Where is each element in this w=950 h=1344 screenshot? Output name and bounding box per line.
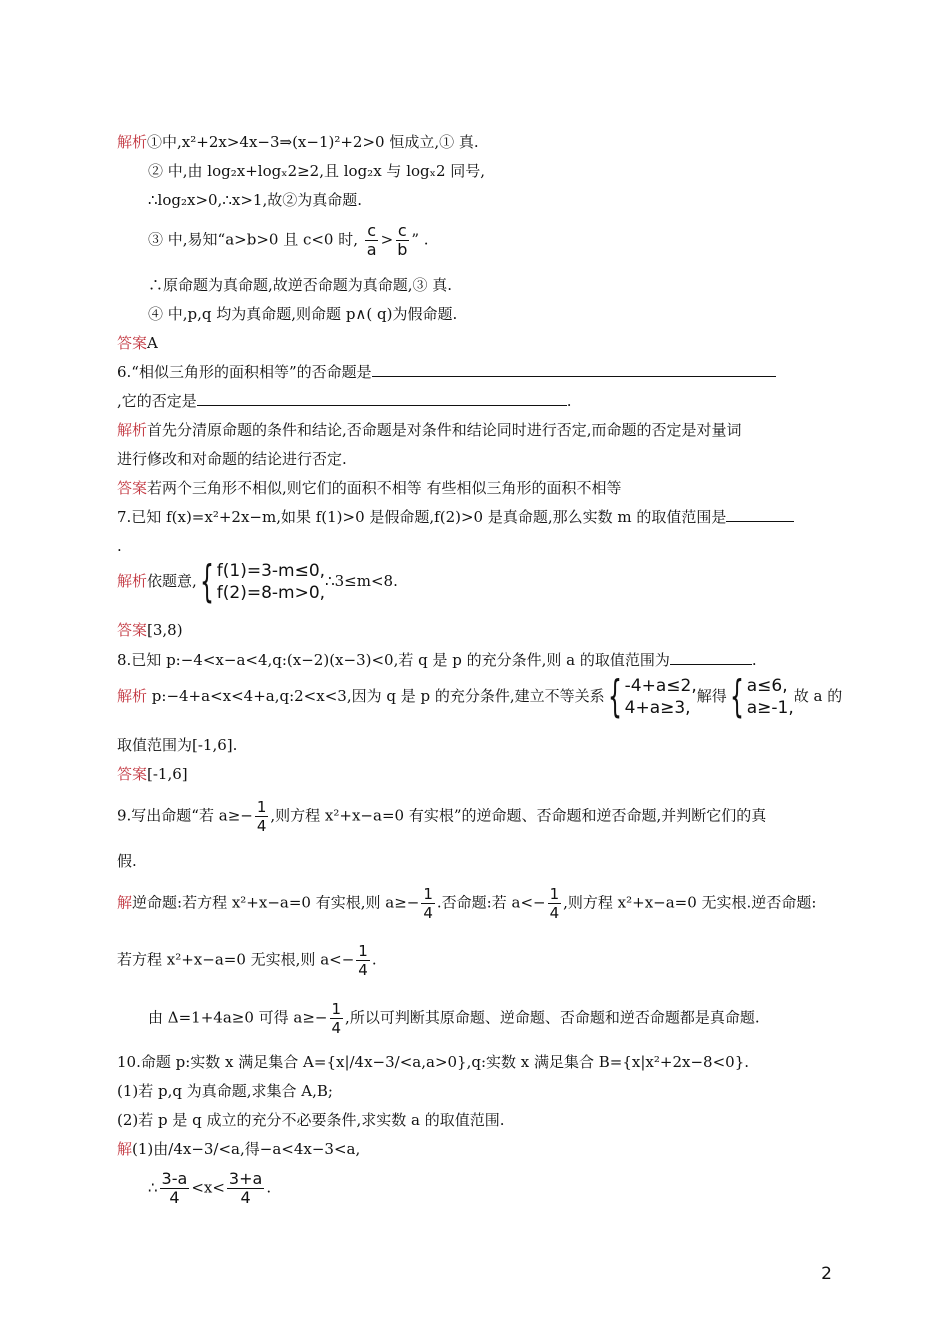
solution-label: 解	[117, 1140, 133, 1158]
q8-inequality-system-2	[727, 671, 794, 722]
fraction-c-over-a	[365, 222, 379, 259]
q9-solution-line3	[148, 1000, 760, 1037]
fraction-one-quarter	[356, 942, 370, 979]
q8-analysis-line1	[117, 671, 843, 722]
fraction-one-quarter	[330, 1000, 344, 1037]
q9-solution-line1	[117, 885, 816, 922]
q6-answer-value: 若两个三角形不相似,则它们的面积不相等 有些相似三角形的面积不相等	[147, 479, 622, 497]
q6-stem-end: .	[566, 392, 572, 410]
answer-label: 答案	[117, 765, 148, 783]
left-brace-icon: {	[729, 671, 744, 722]
fraction-numerator: 1	[331, 1000, 342, 1018]
q8-analysis-text-a: p:−4+a<x<4+a,q:2<x<3,因为 q 是 p 的充分条件,建立不等关系	[147, 687, 605, 705]
fraction-denominator: 4	[331, 1019, 342, 1037]
q6-answer	[117, 476, 622, 500]
q7-stem-line2: .	[117, 537, 122, 555]
q5-analysis-text-1: ①中,x²+2x>4x−3⇒(x−1)²+2>0 恒成立,① 真.	[147, 133, 479, 151]
q7-answer	[117, 618, 183, 642]
fraction-numerator: c	[397, 221, 407, 240]
q6-answer-blank-2	[197, 389, 567, 406]
q8-analysis-text-c: 故 a 的	[793, 687, 843, 705]
fraction-denominator: b	[397, 240, 408, 259]
fraction-one-quarter	[255, 798, 269, 835]
q9-stem-text-a: 9.写出命题“若 a≥−	[117, 806, 253, 825]
q8-stem-text: 8.已知 p:−4<x−a<4,q:(x−2)(x−3)<0,若 q 是 p 的充分条件,则 a 的取值范围为	[117, 651, 670, 669]
q5-analysis-line6: ④ 中,p,q 均为真命题,则命题 p∧( q)为假命题.	[148, 305, 458, 323]
q6-analysis-text: 首先分清原命题的条件和结论,否命题是对条件和结论同时进行否定,而命题的否定是对量词	[147, 421, 742, 439]
q5-answer-value: A	[147, 334, 158, 352]
q6-stem-line1	[117, 360, 776, 384]
fraction-denominator: a	[366, 240, 377, 259]
analysis-label: 解析	[117, 133, 148, 151]
q9-solution-line2	[117, 942, 377, 979]
fraction-denominator: 4	[549, 904, 560, 922]
q7-system-row1: f(1)=3-m≤0,	[216, 561, 326, 581]
q9-solution-text-f: 由 Δ=1+4a≥0 可得 a≥−	[148, 1008, 328, 1027]
q8-analysis-line2: 取值范围为[-1,6].	[117, 736, 238, 754]
q9-solution-text-a: 逆命题:若方程 x²+x−a=0 有实根,则 a≥−	[132, 893, 420, 912]
fraction-denominator: 4	[240, 1188, 251, 1207]
fraction-numerator: 1	[358, 942, 368, 960]
q8-system2-row2: a≥-1,	[746, 698, 794, 718]
q8-stem-line1	[117, 648, 757, 672]
q8-analysis-text-b: 解得	[696, 687, 727, 705]
q7-analysis	[117, 556, 398, 607]
page-number: 2	[821, 1264, 832, 1284]
fraction-numerator: 3-a	[161, 1169, 188, 1188]
fraction-3-minus-a-over-4	[160, 1170, 190, 1207]
q6-analysis-line2: 进行修改和对命题的结论进行否定.	[117, 450, 347, 468]
q7-analysis-result: ∴3≤m<8.	[325, 572, 398, 590]
q6-stem-text-2: ,它的否定是	[117, 392, 197, 410]
fraction-numerator: 1	[256, 798, 267, 816]
q5-analysis-line5: ∴原命题为真命题,故逆否命题为真命题,③ 真.	[148, 276, 453, 294]
fraction-c-over-b	[395, 222, 409, 259]
q8-answer	[117, 762, 188, 786]
q6-stem-line2	[117, 389, 572, 413]
q8-system1-row1: -4+a≤2,	[624, 676, 697, 696]
q7-stem-text: 7.已知 f(x)=x²+2x−m,如果 f(1)>0 是假命题,f(2)>0 是真命题,那么实数 m 的取值范围是	[117, 508, 727, 526]
q7-inequality-system	[197, 556, 326, 607]
left-brace-icon: {	[607, 671, 622, 722]
q5-analysis-line3: ∴log₂x>0,∴x>1,故②为真命题.	[148, 191, 362, 209]
q10-solution-line1	[117, 1137, 360, 1161]
q8-answer-blank	[670, 648, 752, 665]
q8-system1-row2: 4+a≥3,	[624, 698, 691, 718]
fraction-numerator: 3+a	[228, 1169, 263, 1188]
fraction-numerator: 1	[423, 885, 433, 903]
fraction-denominator: 4	[358, 961, 368, 979]
answer-label: 答案	[117, 334, 148, 352]
q9-solution-text-e: .	[371, 950, 377, 969]
solution-label: 解	[117, 893, 133, 912]
q8-inequality-system-1	[605, 671, 697, 722]
q5-analysis-text-4-end: ” .	[411, 230, 429, 249]
analysis-label: 解析	[117, 687, 148, 705]
fraction-numerator: 1	[549, 885, 560, 903]
q10-solution-text-mid: <x<	[191, 1178, 225, 1197]
q7-analysis-text: 依题意,	[147, 572, 197, 590]
fraction-denominator: 4	[256, 817, 267, 835]
q8-answer-value: [-1,6]	[147, 765, 188, 783]
q9-solution-text-g: ,所以可判断其原命题、逆命题、否命题和逆否命题都是真命题.	[345, 1008, 760, 1027]
analysis-label: 解析	[117, 572, 148, 590]
q9-solution-text-b: .否命题:若 a<−	[436, 893, 546, 912]
q10-stem-line3: (2)若 p 是 q 成立的充分不必要条件,求实数 a 的取值范围.	[117, 1111, 505, 1129]
answer-label: 答案	[117, 479, 148, 497]
analysis-label: 解析	[117, 421, 148, 439]
q6-stem-text: 6.“相似三角形的面积相等”的否命题是	[117, 363, 372, 381]
therefore-sign: ∴	[148, 1178, 158, 1197]
q6-analysis-line1	[117, 418, 742, 442]
fraction-numerator: c	[367, 221, 377, 240]
greater-than-sign: >	[380, 230, 394, 249]
q5-analysis-text-4: ③ 中,易知“a>b>0 且 c<0 时,	[148, 230, 359, 249]
fraction-denominator: 4	[169, 1188, 180, 1207]
answer-label: 答案	[117, 621, 148, 639]
q7-system-row2: f(2)=8-m>0,	[216, 583, 326, 603]
fraction-denominator: 4	[423, 904, 433, 922]
q9-stem-line2: 假.	[117, 852, 137, 870]
q5-answer	[117, 331, 158, 355]
q10-stem-line2: (1)若 p,q 为真命题,求集合 A,B;	[117, 1082, 333, 1100]
q9-solution-text-c: ,则方程 x²+x−a=0 无实根.逆否命题:	[563, 893, 817, 912]
q7-answer-blank	[726, 505, 794, 522]
fraction-one-quarter	[548, 885, 562, 922]
q10-solution-text-end: .	[266, 1178, 272, 1197]
q8-system2-row1: a≤6,	[746, 676, 788, 696]
q5-analysis-line2: ② 中,由 log₂x+logₓ2≥2,且 log₂x 与 logₓ2 同号,	[148, 162, 486, 180]
q7-answer-value: [3,8)	[147, 621, 183, 639]
q10-solution-line2	[148, 1170, 271, 1207]
q9-solution-text-d: 若方程 x²+x−a=0 无实根,则 a<−	[117, 950, 355, 969]
q9-stem-text-b: ,则方程 x²+x−a=0 有实根”的逆命题、否命题和逆否命题,并判断它们的真	[270, 806, 767, 825]
q9-stem-line1	[117, 798, 766, 835]
q8-stem-end: .	[751, 651, 757, 669]
q10-solution-text-a: (1)由/4x−3/<a,得−a<4x−3<a,	[132, 1140, 361, 1158]
left-brace-icon: {	[199, 556, 214, 607]
fraction-3-plus-a-over-4	[227, 1170, 264, 1207]
q7-stem-line1	[117, 505, 794, 529]
q5-analysis-line1	[117, 130, 479, 154]
fraction-one-quarter	[421, 885, 435, 922]
q5-analysis-line4	[148, 222, 429, 259]
q6-answer-blank-1	[372, 360, 776, 377]
q10-stem-line1: 10.命题 p:实数 x 满足集合 A={x|/4x−3/<a,a>0},q:实数 x 满足集合 B={x|x²+2x−8<0}.	[117, 1053, 750, 1071]
